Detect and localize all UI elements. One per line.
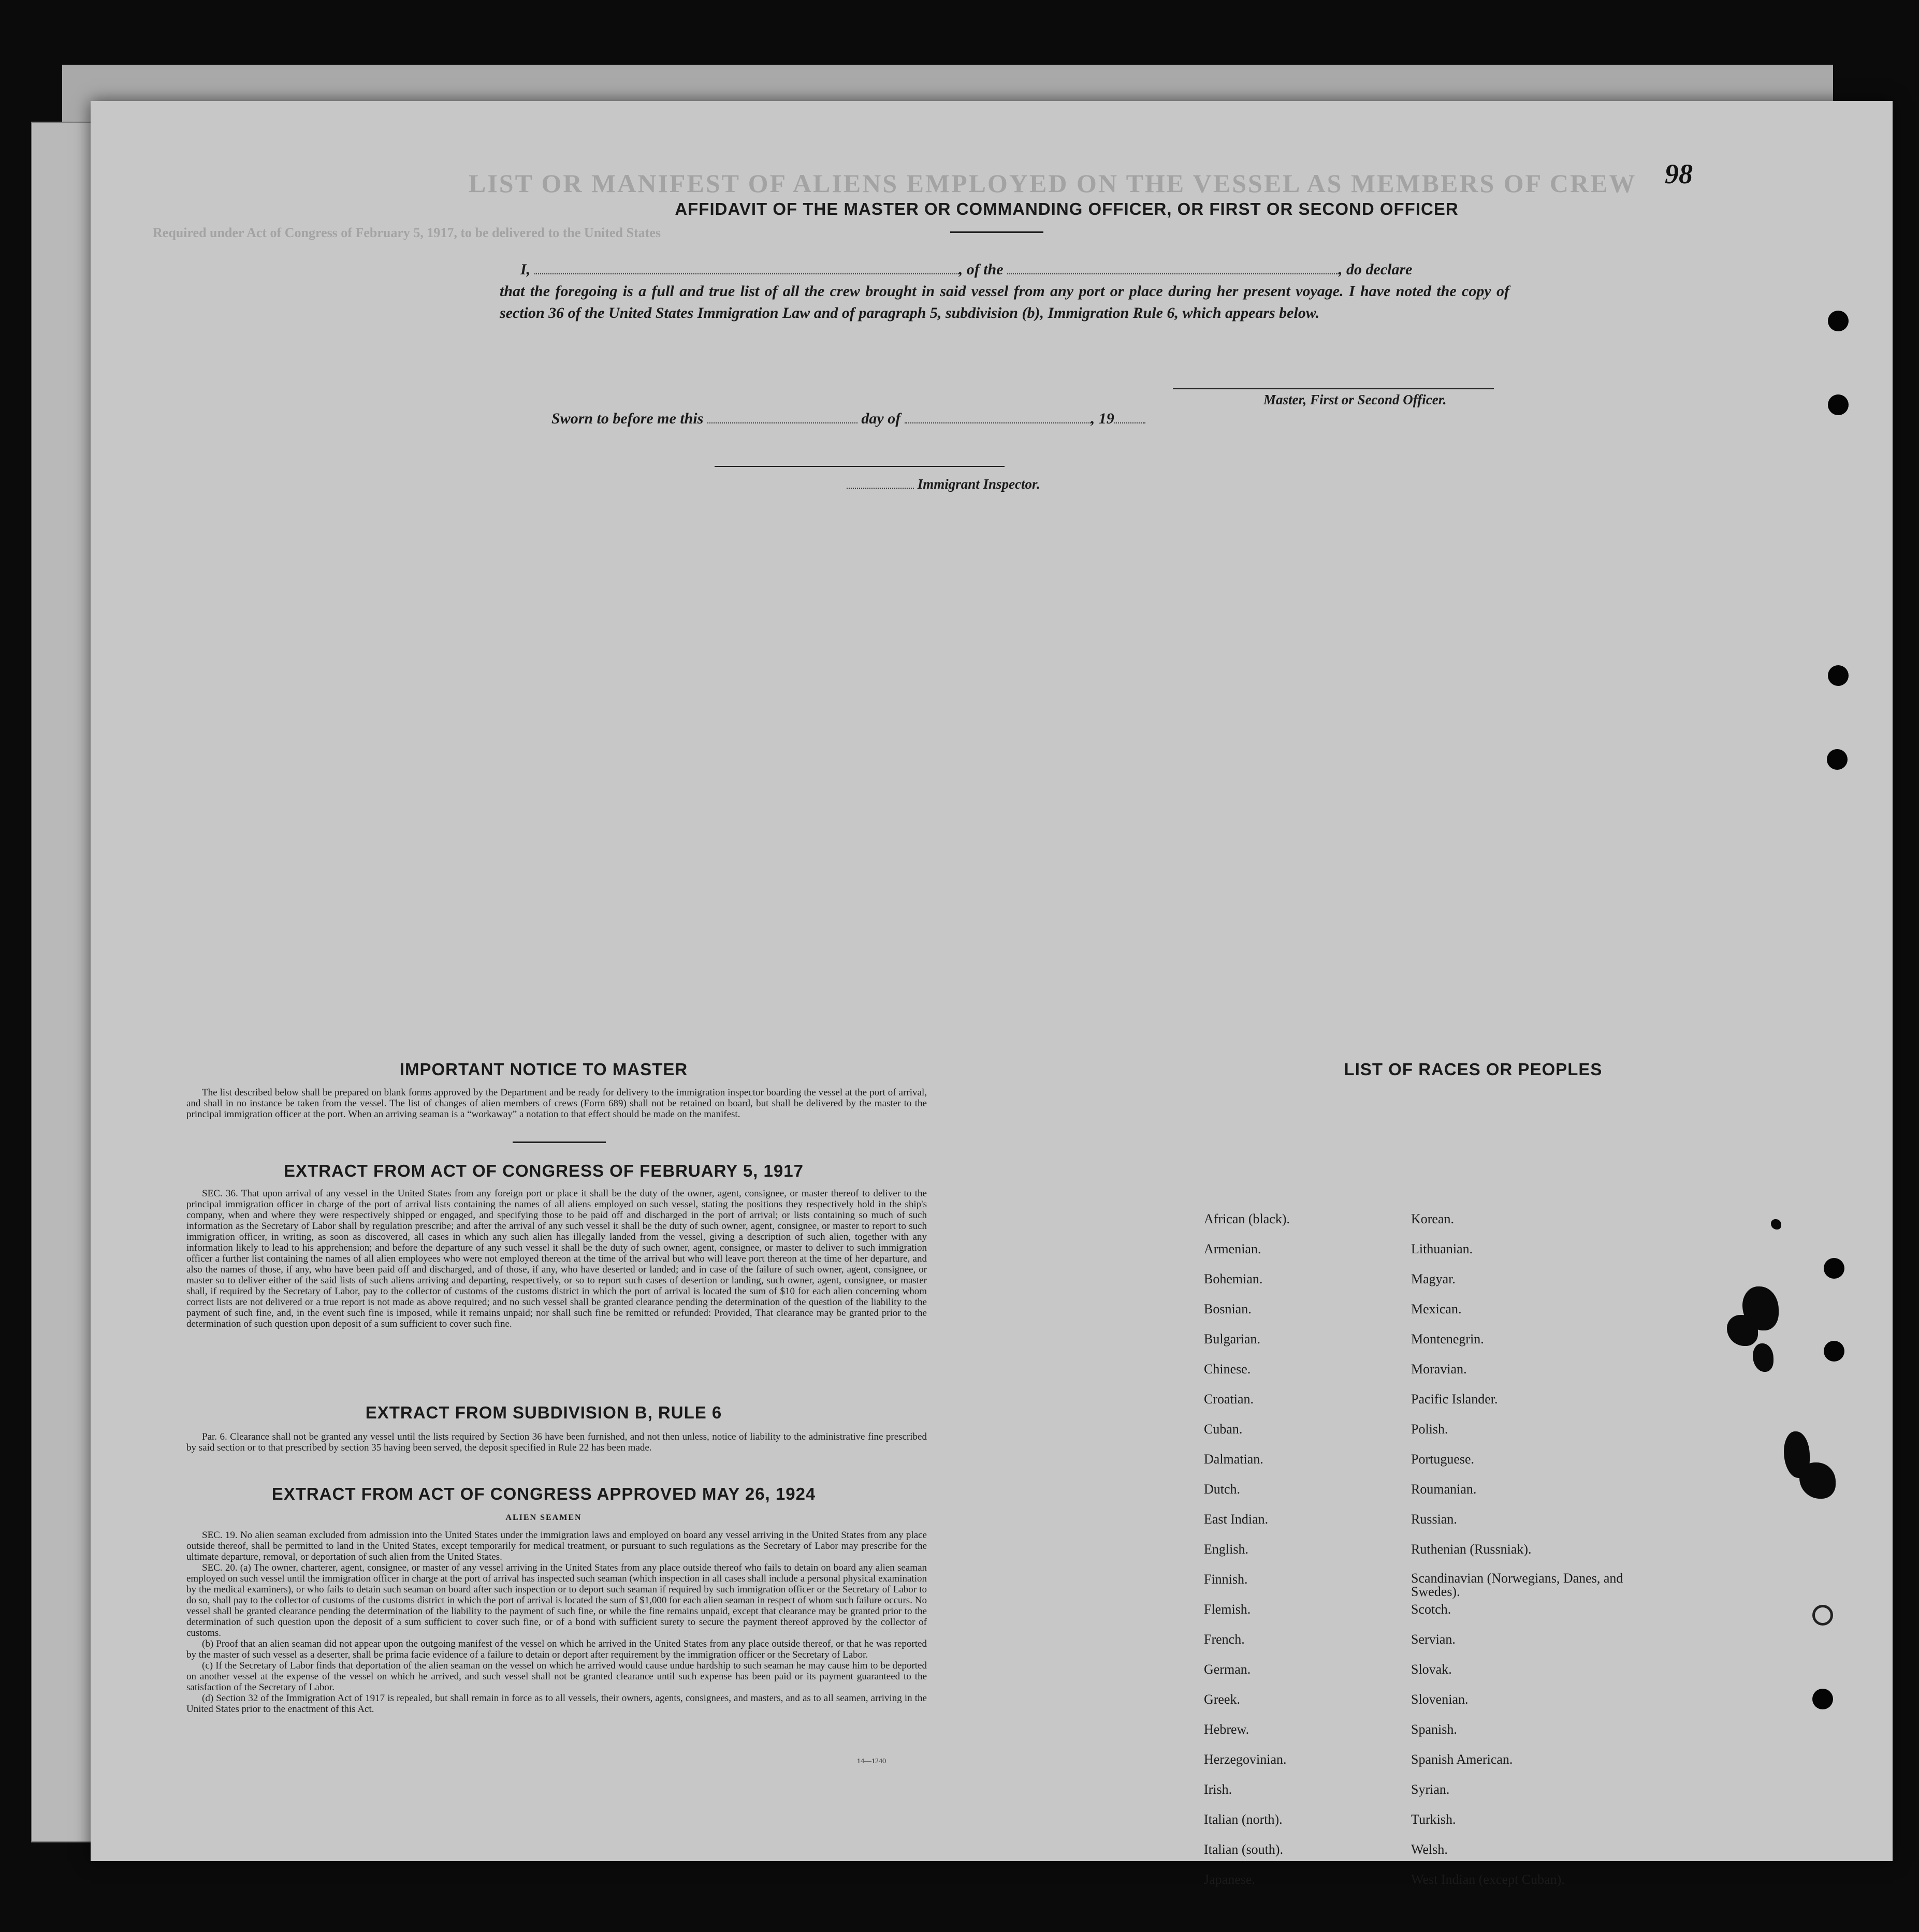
race-item: Korean. — [1411, 1211, 1455, 1226]
extract-1924-text — [186, 1530, 927, 1715]
race-item: German. — [1204, 1662, 1251, 1677]
sec20b-paragraph: (b) Proof that an alien seaman did not appear upon the outgoing manifest of the vessel on which he arrived in the United States from any place outside thereof, or that he was reported by the master of such vessel as a deserter, shall be prima facie evidence of a failure to detain or deport after requirement by the immigration officer or the Secretary of Labor. — [186, 1638, 927, 1660]
race-item: Japanese. — [1204, 1872, 1255, 1887]
race-item: Ruthenian (Russniak). — [1411, 1542, 1532, 1557]
sworn-end: , 19 — [1091, 410, 1114, 427]
ink-blot — [1753, 1343, 1773, 1372]
races-title: LIST OF RACES OR PEOPLES — [1344, 1060, 1603, 1079]
binder-hole — [1824, 1258, 1844, 1279]
race-item: Italian (north). — [1204, 1812, 1283, 1827]
sec20c-paragraph: (c) If the Secretary of Labor finds that deportation of the alien seaman on the vessel on which he arrived would cause undue hardship to such seaman he may cause him to be deported on another vessel at the expense of the vessel on which he arrived, and such vessel shall not be granted clearance until such expense has been paid or its payment guaranteed to the satisfaction of the Secretary of Labor. — [186, 1660, 927, 1693]
ink-blot — [1799, 1462, 1836, 1499]
race-item: Italian (south). — [1204, 1842, 1284, 1857]
race-item: Lithuanian. — [1411, 1241, 1473, 1256]
extract-1924-title: EXTRACT FROM ACT OF CONGRESS APPROVED MAY 26, 1924 — [271, 1484, 816, 1503]
race-item: Chinese. — [1204, 1362, 1251, 1377]
race-item: Hebrew. — [1204, 1722, 1249, 1737]
race-item: Roumanian. — [1411, 1482, 1477, 1497]
binder-hole — [1828, 394, 1849, 415]
race-item: African (black). — [1204, 1211, 1290, 1226]
binder-hole-empty — [1812, 1605, 1833, 1626]
race-item: Scandinavian (Norwegians, Danes, and Swedes). — [1411, 1571, 1623, 1599]
inspector-line[interactable] — [715, 466, 1005, 467]
margin-note: 98 — [1665, 158, 1693, 189]
race-item: English. — [1204, 1542, 1248, 1557]
sworn-start: Sworn to before me this — [551, 410, 704, 427]
race-item: Scotch. — [1411, 1602, 1451, 1617]
vessel-blank[interactable] — [1007, 261, 1339, 274]
race-item: Polish. — [1411, 1422, 1448, 1437]
binder-hole — [1827, 749, 1848, 770]
extract-1917-title: EXTRACT FROM ACT OF CONGRESS OF FEBRUARY 5, 1917 — [284, 1161, 804, 1180]
affidavit-body — [500, 259, 1509, 324]
bleed-through-subheader: Required under Act of Congress of February 5, 1917, to be delivered to the United States — [153, 225, 661, 240]
race-item: Magyar. — [1411, 1271, 1456, 1286]
race-item: Dutch. — [1204, 1482, 1241, 1497]
notice-paragraph: The list described below shall be prepared on blank forms approved by the Department and be ready for delivery to the immigration inspector boarding the vessel at the port of arrival, and shall in no instance be taken from the vessel. The list of changes of alien members of crews (Form 689) shall not be retained on board, but shall be delivered by the master to the principal immigration officer at the port. When an arriving seaman is a “workaway” a notation to that effect should be made on the manifest. — [186, 1087, 927, 1120]
notice-rule — [513, 1141, 606, 1143]
race-item: Bosnian. — [1204, 1301, 1252, 1316]
notice-title: IMPORTANT NOTICE TO MASTER — [399, 1060, 688, 1079]
extract-rule6-title: EXTRACT FROM SUBDIVISION B, RULE 6 — [365, 1403, 722, 1422]
sec20d-paragraph: (d) Section 32 of the Immigration Act of 1917 is repealed, but shall remain in force as to all vessels, their owners, agents, consignees, and masters, and as to all seamen, arriving in the United States prior to the enactment of this Act. — [186, 1693, 927, 1715]
extract-1917-text — [186, 1188, 927, 1329]
race-item: Flemish. — [1204, 1602, 1251, 1617]
affidavit-declaration: that the foregoing is a full and true list of all the crew brought in said vessel from any port or place during her present voyage. I have noted the copy of section 36 of the United States Immigration Law and of paragraph 5, subdivision (b), Immigration Rule 6, which appears below. — [500, 283, 1509, 321]
signature-line[interactable] — [1173, 388, 1494, 389]
notice-text — [186, 1087, 927, 1120]
race-item: Bohemian. — [1204, 1271, 1263, 1286]
sworn-day-blank[interactable] — [707, 410, 857, 423]
name-blank[interactable] — [534, 261, 959, 274]
race-item: Montenegrin. — [1411, 1331, 1484, 1346]
race-item: Irish. — [1204, 1782, 1232, 1797]
ink-blot — [1727, 1315, 1758, 1346]
sworn-mid: day of — [861, 410, 901, 427]
race-item: Finnish. — [1204, 1572, 1248, 1587]
extract-rule6-text — [186, 1431, 927, 1453]
sec20a-paragraph: SEC. 20. (a) The owner, charterer, agent, consignee, or master of any vessel arriving in the United States from any place outside thereof who fails to detain on board any alien seaman employed on such vessel until the immigration officer in charge at the port of arrival has inspected such seaman (which inspection in all cases shall include a personal physical examination by the medical examiners), or who fails to detain such seaman on board after such inspection or to deport such seaman if required by such immigration officer or the Secretary of Labor to do so, shall pay to the collector of customs of the customs district in which the port of arrival is located the sum of $1,000 for each alien seaman in respect of whom such failure occurs. No vessel shall be granted clearance pending the determination of the liability to the payment of such fine, or while the fine remains unpaid, except that clearance may be granted prior to the determination of such question upon the deposit of a sum sufficient to cover such fine, or of a bond with sufficient surety to secure the payment thereof approved by the collector of customs. — [186, 1562, 927, 1638]
sworn-line — [551, 410, 1145, 428]
sec19-paragraph: SEC. 19. No alien seaman excluded from admission into the United States under the immigration laws and employed on board any vessel arriving in the United States from any place outside thereof, shall be permitted to land in the United States, except temporarily for medical treatment, or pursuant to such regulations as the Secretary of Labor may prescribe for the ultimate departure, removal, or deportation of such alien from the United States. — [186, 1530, 927, 1562]
signature-label: Master, First or Second Officer. — [1263, 392, 1447, 407]
race-item: Russian. — [1411, 1512, 1457, 1527]
ink-blot — [1771, 1219, 1781, 1230]
race-item: Syrian. — [1411, 1782, 1450, 1797]
race-item: Armenian. — [1204, 1241, 1261, 1256]
race-item: Moravian. — [1411, 1362, 1467, 1377]
manifest-page — [91, 101, 1893, 1887]
extract-1917-paragraph: SEC. 36. That upon arrival of any vessel in the United States from any foreign port or place it shall be the duty of the owner, agent, consignee, or master thereof to deliver to the principal immigration officer in charge of the port of arrival lists containing the names of all aliens employed on such vessel, stating the positions they respectively hold in the ship's company, when and where they were respectively shipped or engaged, and specifying those to be paid off and discharged in the port of arrival; or lists containing so much of such information as the Secretary of Labor shall by regulation prescribe; and after the arrival of any such vessel it shall be the duty of such owner, agent, consignee, or master to report to such immigration officer, in writing, as soon as discovered, all cases in which any such alien has illegally landed from the vessel, giving a description of such alien, together with any information likely to lead to his apprehension; and before the departure of any such vessel it shall be the duty of such owner, agent, consignee, or master to deliver to such immigration officer a further list containing the names of all alien employees who were not employed thereon at the time of the arrival but who will leave port thereon at the time of her departure, and also the names of those, if any, who have been paid off and discharged, and of those, if any, who have deserted or landed; and in case of the failure of such owner, agent, consignee, or master so to deliver either of the said lists of such aliens arriving and departing, respectively, or so to report such cases of desertion or landing, such owner, agent, consignee, or master shall, if required by the Secretary of Labor, pay to the collector of customs of the customs district in which the port of arrival is located the sum of $10 for each alien concerning whom correct lists are not delivered or a true report is not made as above required; and no such vessel shall be granted clearance pending the determination of the question of the liability to the payment of such fine, and, in the event such fine is imposed, while it remains unpaid; nor shall such fine be remitted or refunded: Provided, That clearance may be granted prior to the determination of such question upon deposit of a sum sufficient to cover such fine. — [186, 1188, 927, 1329]
race-item: Cuban. — [1204, 1422, 1243, 1437]
race-item: Spanish. — [1411, 1722, 1457, 1737]
sworn-month-blank[interactable] — [905, 410, 1091, 423]
race-item: Herzegovinian. — [1204, 1752, 1287, 1767]
race-item: Dalmatian. — [1204, 1452, 1263, 1467]
race-item: Spanish American. — [1411, 1752, 1513, 1767]
bleed-through-header: LIST OR MANIFEST OF ALIENS EMPLOYED ON THE VESSEL AS MEMBERS OF CREW — [469, 169, 1637, 198]
alien-seamen-subtitle: ALIEN SEAMEN — [505, 1513, 582, 1522]
race-item: West Indian (except Cuban). — [1411, 1872, 1565, 1887]
form-number: 14—1240 — [857, 1758, 886, 1765]
binder-hole — [1812, 1689, 1833, 1709]
binder-hole — [1828, 665, 1849, 686]
affidavit-title-rule — [950, 231, 1043, 233]
inspector-label — [847, 476, 1040, 492]
sworn-year-blank[interactable] — [1114, 410, 1145, 423]
race-item: Greek. — [1204, 1692, 1241, 1707]
binder-hole — [1828, 311, 1849, 331]
inspector-label-text: Immigrant Inspector. — [917, 476, 1040, 492]
race-item: East Indian. — [1204, 1512, 1269, 1527]
race-item: Mexican. — [1411, 1301, 1462, 1316]
race-item: Turkish. — [1411, 1812, 1456, 1827]
race-item: French. — [1204, 1632, 1245, 1647]
affidavit-line1-end: , do declare — [1339, 261, 1413, 278]
race-item: Pacific Islander. — [1411, 1392, 1498, 1407]
race-item: Croatian. — [1204, 1392, 1254, 1407]
race-item: Bulgarian. — [1204, 1331, 1261, 1346]
race-item: Servian. — [1411, 1632, 1456, 1647]
affidavit-title: AFFIDAVIT OF THE MASTER OR COMMANDING OFFICER, OR FIRST OR SECOND OFFICER — [675, 199, 1459, 218]
race-item: Slovak. — [1411, 1662, 1452, 1677]
binder-hole — [1824, 1341, 1844, 1362]
race-item: Welsh. — [1411, 1842, 1448, 1857]
race-item: Portuguese. — [1411, 1452, 1475, 1467]
affidavit-line1-mid: , of the — [958, 261, 1004, 278]
race-item: Slovenian. — [1411, 1692, 1469, 1707]
extract-rule6-paragraph: Par. 6. Clearance shall not be granted any vessel until the lists required by Section 36 have been furnished, and not then unless, notice of liability to the administrative fine prescribed by said section or to that prescribed by section 35 having been served, the deposit specified in Rule 22 has been made. — [186, 1431, 927, 1453]
affidavit-line1-start: I, — [520, 261, 531, 278]
